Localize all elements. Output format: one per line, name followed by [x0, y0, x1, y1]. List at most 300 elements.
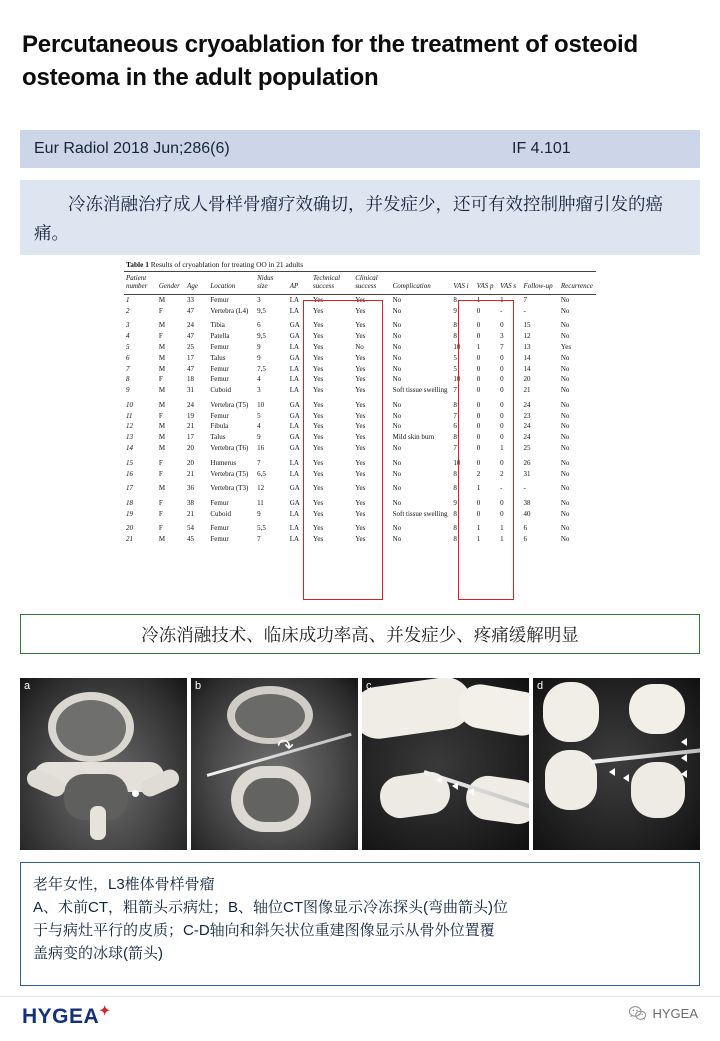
table-cell: 6 [257, 321, 261, 330]
table-cell: 0 [476, 411, 481, 420]
wechat-icon [629, 1006, 646, 1021]
table-cell: 10 [453, 375, 461, 384]
arrow-icon [436, 776, 442, 784]
table-cell: Yes [355, 534, 366, 543]
table-cell: 20 [187, 444, 195, 453]
table-cell: 7,5 [257, 364, 266, 373]
table-cell: 21 [126, 534, 133, 543]
table-cell: 9 [257, 353, 261, 362]
table-cell: 40 [523, 509, 531, 518]
table-cell: LA [289, 364, 300, 373]
table-cell: 0 [476, 400, 481, 409]
table-cell: 23 [523, 411, 531, 420]
wechat-account [629, 1006, 698, 1021]
table-cell: 4 [126, 332, 130, 341]
table-cell: LA [289, 534, 300, 543]
table-cell: Yes [313, 509, 324, 518]
summary-text: 冷冻消融治疗成人骨样骨瘤疗效确切，并发症少，还可有效控制肿瘤引发的癌痛。 [34, 194, 663, 243]
table-cell: M [158, 484, 166, 493]
table-cell: Yes [355, 524, 366, 533]
table-cell: 18 [126, 498, 133, 507]
table-cell: 21 [187, 509, 195, 518]
table-row [124, 385, 596, 396]
table-cell: 11 [257, 498, 264, 507]
table-cell: No [560, 306, 570, 315]
table-cell: Tibia [210, 321, 225, 330]
caption-line-3: 于与病灶平行的皮质；C-D轴向和斜矢状位重建图像显示从骨外位置覆 [33, 922, 495, 939]
table-cell: 4 [257, 422, 261, 431]
table-cell: F [158, 411, 163, 420]
col-gender: Gender [157, 272, 185, 294]
table-cell: LA [289, 422, 300, 431]
table-cell: Yes [313, 386, 324, 395]
table-cell: Patella [210, 332, 230, 341]
table-cell: Femur [210, 534, 229, 543]
table-cell: No [560, 321, 570, 330]
logo-text: HYGEA [22, 1005, 100, 1028]
table-cell: LA [289, 306, 300, 315]
table-cell: M [158, 444, 166, 453]
table-cell: 0 [476, 364, 481, 373]
table-cell: 0 [476, 386, 481, 395]
table-cell: 47 [187, 306, 195, 315]
impact-factor: IF 4.101 [512, 140, 571, 157]
table-cell: 12 [523, 332, 531, 341]
table-cell: Femur [210, 375, 229, 384]
table-cell: Vertebra (T6) [210, 444, 249, 453]
table-row [124, 316, 596, 331]
table-cell: No [392, 332, 402, 341]
table-cell: M [158, 386, 166, 395]
table-cell: M [158, 433, 166, 442]
table-cell: 0 [476, 353, 481, 362]
table-cell: Yes [313, 484, 324, 493]
table-cell: 31 [523, 469, 531, 478]
table-cell: Vertebra (L4) [210, 306, 249, 315]
table-cell: LA [289, 509, 300, 518]
table-cell: 7 [523, 295, 527, 304]
col-technical-success: Technical success [311, 272, 353, 294]
table-cell: 38 [187, 498, 195, 507]
table-cell: Fibula [210, 422, 229, 431]
table-cell: M [158, 353, 166, 362]
table-cell: 9 [257, 342, 261, 351]
table-cell: GA [289, 484, 300, 493]
table-cell: 1 [476, 295, 481, 304]
table-cell: 6 [523, 524, 527, 533]
table-cell: Yes [313, 342, 324, 351]
table-cell: No [392, 458, 402, 467]
table-cell: 1 [500, 295, 504, 304]
table-cell: Yes [313, 469, 324, 478]
table-cell: 12 [257, 484, 265, 493]
table-cell: Yes [313, 295, 324, 304]
col-vas-i: VAS i [451, 272, 474, 294]
table-cell: LA [289, 295, 300, 304]
table-cell: 7 [257, 458, 261, 467]
table-cell: No [392, 375, 402, 384]
arrow-icon [681, 754, 687, 762]
table-row [124, 454, 596, 469]
table-cell: 0 [500, 321, 504, 330]
table-cell: 10 [453, 342, 461, 351]
table-cell: GA [289, 321, 300, 330]
table-cell: LA [289, 469, 300, 478]
table-row [124, 410, 596, 421]
table-cell: Femur [210, 524, 229, 533]
table-cell: Yes [313, 534, 324, 543]
table-row [124, 305, 596, 316]
table-cell: 0 [500, 433, 504, 442]
table-cell: F [158, 524, 163, 533]
table-cell: Femur [210, 364, 229, 373]
table-cell: No [392, 524, 402, 533]
table-cell: Yes [355, 321, 366, 330]
table-cell: Soft tissue swelling [392, 386, 448, 395]
table-cell: 8 [453, 400, 457, 409]
col-ap: AP [288, 272, 311, 294]
table-cell: 2 [126, 306, 130, 315]
table-cell: 8 [126, 375, 130, 384]
table-cell: 20 [523, 375, 531, 384]
table-cell: 9,5 [257, 306, 266, 315]
table-cell: 7 [453, 386, 457, 395]
table-cell: 6,5 [257, 469, 266, 478]
table-cell: 24 [187, 321, 195, 330]
table-cell: No [392, 364, 402, 373]
table-caption-text: Results of cryoablation for treating OO in 21 adults [150, 260, 304, 269]
table-cell: - [500, 306, 503, 315]
table-cell: No [560, 411, 570, 420]
table-cell: GA [289, 498, 300, 507]
table-row [124, 352, 596, 363]
table-cell: M [158, 342, 166, 351]
table-cell: Yes [313, 364, 324, 373]
table-cell: GA [289, 444, 300, 453]
caption-line-1: 老年女性，L3椎体骨样骨瘤 [33, 876, 215, 893]
table-cell: 14 [523, 353, 531, 362]
table-cell: M [158, 400, 166, 409]
table-row [124, 494, 596, 509]
table-cell: Yes [355, 400, 366, 409]
table-cell: Yes [313, 306, 324, 315]
table-cell: No [392, 444, 402, 453]
table-cell: M [158, 422, 166, 431]
table-cell: Yes [313, 433, 324, 442]
table-cell: - [523, 484, 526, 493]
col-followup: Follow-up [521, 272, 558, 294]
col-nidus-size: Nidus size [255, 272, 288, 294]
table-cell: Yes [313, 400, 324, 409]
table-cell: F [158, 498, 163, 507]
table-cell: 0 [476, 375, 481, 384]
table-row [124, 534, 596, 545]
table-cell: GA [289, 332, 300, 341]
table-cell: 0 [476, 332, 481, 341]
arrow-icon [452, 782, 458, 790]
table-cell: 5 [453, 353, 457, 362]
table-cell: 11 [126, 411, 133, 420]
conclusion-box [20, 614, 700, 654]
table-cell: No [392, 469, 402, 478]
table-cell: No [560, 498, 570, 507]
table-cell: Cuboid [210, 509, 232, 518]
table-cell: 7 [500, 342, 504, 351]
table-cell: Yes [355, 353, 366, 362]
table-cell: Vertebra (T5) [210, 400, 249, 409]
table-cell: F [158, 458, 163, 467]
table-cell: F [158, 469, 163, 478]
table-cell: 0 [500, 422, 504, 431]
table-cell: 7 [453, 411, 457, 420]
table-cell: 17 [187, 353, 195, 362]
table-cell: 8 [453, 534, 457, 543]
table-cell: 2 [500, 469, 504, 478]
table-cell: M [158, 295, 166, 304]
summary-box [20, 180, 700, 255]
table-cell: No [392, 353, 402, 362]
arrow-icon [468, 788, 474, 796]
table-cell: 8 [453, 321, 457, 330]
table-cell: 3 [126, 321, 130, 330]
table-cell: 1 [500, 524, 504, 533]
table-cell: 14 [126, 444, 133, 453]
table-cell: Yes [355, 411, 366, 420]
table-row [124, 396, 596, 411]
table-cell: No [392, 321, 402, 330]
conclusion-text: 冷冻消融技术、临床成功率高、并发症少、疼痛缓解明显 [141, 624, 579, 645]
table-cell: 8 [453, 332, 457, 341]
table-cell: No [560, 433, 570, 442]
table-cell: 5,5 [257, 524, 266, 533]
table-cell: 1 [476, 524, 481, 533]
table-cell: No [392, 295, 402, 304]
table-cell: 1 [500, 534, 504, 543]
table-cell: 21 [523, 386, 531, 395]
table-cell: 0 [476, 321, 481, 330]
table-cell: 18 [187, 375, 195, 384]
table-cell: Yes [313, 332, 324, 341]
table-cell: Vertebra (T3) [210, 484, 249, 493]
table-cell: No [392, 400, 402, 409]
table-row [124, 294, 596, 305]
table-cell: Yes [355, 458, 366, 467]
table-cell: No [560, 444, 570, 453]
arrow-icon [681, 770, 687, 778]
table-cell: 19 [187, 411, 195, 420]
table-cell: 21 [187, 469, 195, 478]
table-cell: No [560, 509, 570, 518]
col-age: Age [185, 272, 208, 294]
table-cell: 5 [453, 364, 457, 373]
table-cell: 21 [187, 422, 195, 431]
table-cell: 24 [187, 400, 195, 409]
table-cell: No [392, 422, 402, 431]
table-cell: 9 [257, 433, 261, 442]
table-cell: No [560, 524, 570, 533]
panel-label-a: a [24, 680, 31, 692]
arrow-icon [681, 738, 687, 746]
table-cell: 0 [500, 375, 504, 384]
table-cell: Yes [355, 484, 366, 493]
table-cell: F [158, 306, 163, 315]
hygea-logo [22, 1003, 111, 1029]
col-patient-number: Patient number [124, 272, 157, 294]
table-cell: 6 [126, 353, 130, 362]
table-row [124, 508, 596, 519]
table-cell: Yes [355, 498, 366, 507]
table-cell: Yes [355, 332, 366, 341]
table-cell: Femur [210, 411, 229, 420]
table-cell: Yes [355, 306, 366, 315]
table-cell: Yes [355, 433, 366, 442]
table-cell: 16 [126, 469, 133, 478]
table-cell: 31 [187, 386, 195, 395]
table-cell: GA [289, 400, 300, 409]
table-cell: Yes [355, 364, 366, 373]
table-cell: 6 [523, 534, 527, 543]
results-table-figure [124, 258, 596, 610]
table-cell: No [392, 306, 402, 315]
table-cell: 0 [500, 364, 504, 373]
table-cell: 54 [187, 524, 195, 533]
table-cell: LA [289, 524, 300, 533]
table-cell: LA [289, 386, 300, 395]
table-cell: 2 [476, 469, 481, 478]
table-cell: Yes [313, 524, 324, 533]
table-cell: - [500, 484, 503, 493]
ct-panel-a [20, 678, 187, 850]
table-cell: Vertebra (T5) [210, 469, 249, 478]
results-table [124, 272, 596, 544]
table-cell: 1 [476, 342, 481, 351]
table-cell: No [560, 458, 570, 467]
table-cell: 0 [476, 306, 481, 315]
ct-panel-c [362, 678, 529, 850]
table-cell: Yes [313, 444, 324, 453]
table-cell: 1 [126, 295, 130, 304]
table-cell: No [560, 332, 570, 341]
table-cell: 8 [453, 524, 457, 533]
table-cell: 1 [476, 534, 481, 543]
table-cell: 4 [257, 375, 261, 384]
table-cell: 3 [257, 295, 261, 304]
table-cell: 9,5 [257, 332, 266, 341]
table-cell: 10 [257, 400, 265, 409]
table-row [124, 468, 596, 479]
table-cell: Yes [313, 321, 324, 330]
col-vas-s: VAS s [498, 272, 521, 294]
table-cell: GA [289, 411, 300, 420]
table-cell: 8 [453, 295, 457, 304]
col-clinical-success: Clinical success [353, 272, 390, 294]
table-cell: M [158, 364, 166, 373]
table-row [124, 479, 596, 494]
table-cell: Yes [313, 375, 324, 384]
table-cell: Humerus [210, 458, 237, 467]
table-cell: 17 [187, 433, 195, 442]
ct-panel-b [191, 678, 358, 850]
table-cell: 7 [453, 444, 457, 453]
table-cell: LA [289, 342, 300, 351]
caption-line-4: 盖病变的冰球(箭头) [33, 945, 163, 962]
table-cell: GA [289, 353, 300, 362]
table-cell: 0 [476, 422, 481, 431]
table-cell: 0 [500, 386, 504, 395]
table-cell: No [392, 534, 402, 543]
table-cell: GA [289, 433, 300, 442]
arrow-icon [623, 774, 629, 782]
table-cell: 33 [187, 295, 195, 304]
panel-label-d: d [537, 680, 544, 692]
col-complication: Complication [391, 272, 452, 294]
logo-star-icon: ✦ [99, 1003, 111, 1018]
figure-caption-box [20, 862, 700, 986]
table-cell: 10 [126, 400, 133, 409]
table-cell: Talus [210, 353, 226, 362]
table-cell: Yes [355, 386, 366, 395]
table-cell: 0 [500, 353, 504, 362]
table-cell: 0 [476, 498, 481, 507]
table-cell: 9 [257, 509, 261, 518]
table-cell: 0 [500, 400, 504, 409]
table-cell: 9 [453, 306, 457, 315]
table-cell: 47 [187, 332, 195, 341]
table-cell: 7 [257, 534, 261, 543]
table-row [124, 421, 596, 432]
table-cell: 45 [187, 534, 195, 543]
table-row [124, 331, 596, 342]
table-cell: 0 [476, 433, 481, 442]
table-cell: 9 [126, 386, 130, 395]
col-location: Location [208, 272, 255, 294]
table-cell: F [158, 375, 163, 384]
table-cell: No [560, 375, 570, 384]
col-vas-p: VAS p [475, 272, 498, 294]
table-cell: Yes [313, 458, 324, 467]
table-cell: 7 [126, 364, 130, 373]
table-cell: - [523, 306, 526, 315]
journal-bar [20, 130, 700, 168]
col-recurrence: Recurrence [559, 272, 596, 294]
table-cell: Femur [210, 342, 229, 351]
table-cell: No [560, 364, 570, 373]
journal-reference: Eur Radiol 2018 Jun;286(6) [34, 140, 230, 157]
table-cell: 25 [187, 342, 195, 351]
table-row [124, 342, 596, 353]
table-cell: 20 [126, 524, 133, 533]
table-cell: 5 [257, 411, 261, 420]
table-cell: No [560, 422, 570, 431]
table-cell: 10 [453, 458, 461, 467]
table-cell: 12 [126, 422, 133, 431]
table-cell: 8 [453, 484, 457, 493]
table-row [124, 432, 596, 443]
table-cell: Yes [313, 498, 324, 507]
table-cell: Yes [355, 469, 366, 478]
table-caption [124, 258, 596, 271]
table-cell: No [560, 534, 570, 543]
table-cell: 6 [453, 422, 457, 431]
table-cell: 13 [126, 433, 133, 442]
table-cell: No [392, 498, 402, 507]
table-cell: M [158, 321, 166, 330]
table-cell: 19 [126, 509, 133, 518]
table-cell: 0 [500, 509, 504, 518]
table-cell: Femur [210, 498, 229, 507]
table-cell: 9 [453, 498, 457, 507]
caption-line-2: A、术前CT，粗箭头示病灶；B、轴位CT图像显示冷冻探头(弯曲箭头)位 [33, 899, 508, 916]
